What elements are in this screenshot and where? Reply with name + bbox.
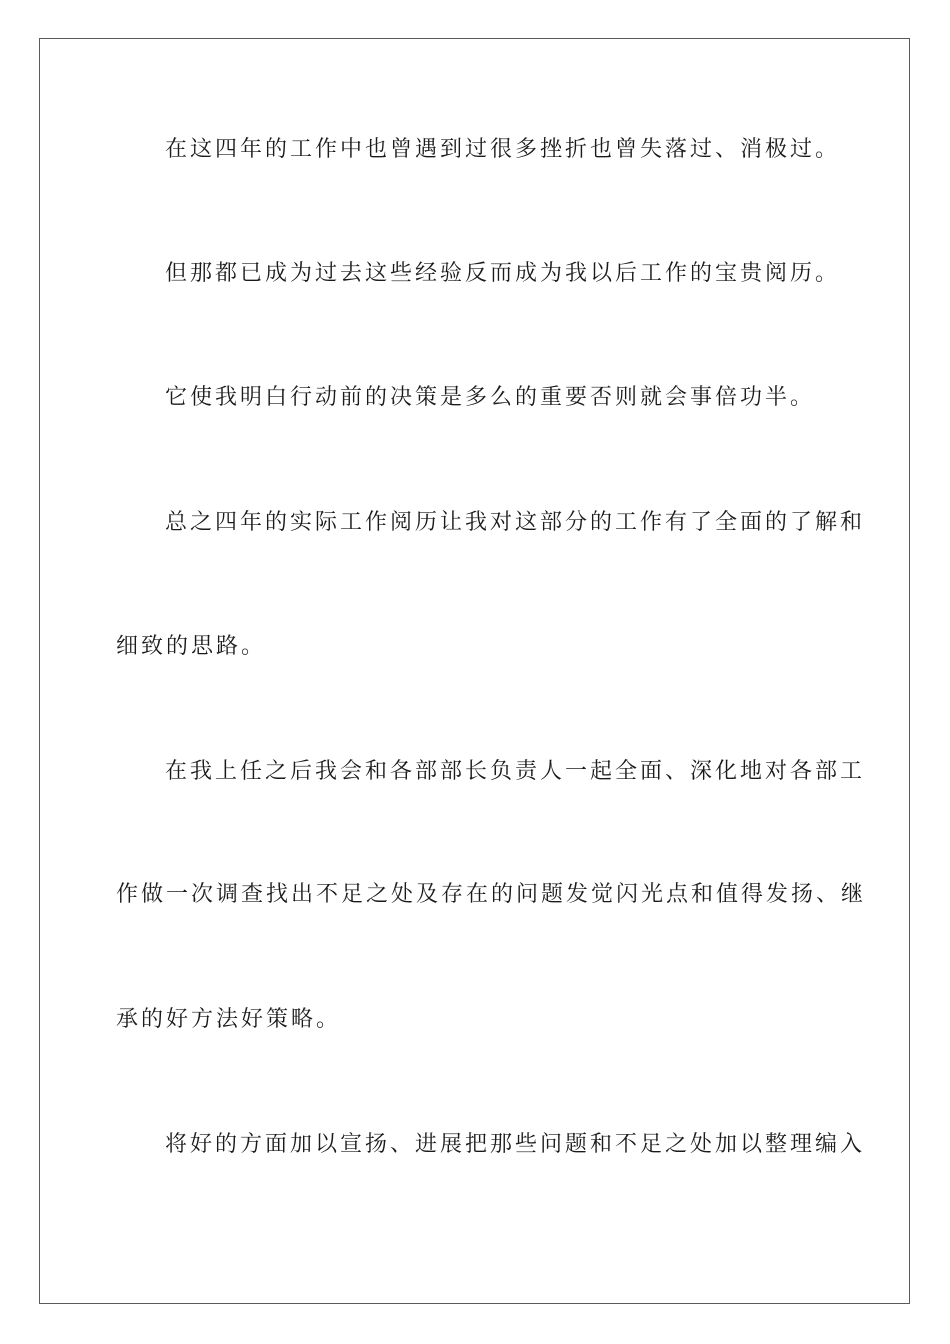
paragraph-line: 作做一次调查找出不足之处及存在的问题发觉闪光点和值得发扬、继 bbox=[116, 882, 867, 907]
page-border bbox=[39, 38, 910, 1304]
paragraph-line: 细致的思路。 bbox=[116, 634, 267, 659]
paragraph-line: 将好的方面加以宣扬、进展把那些问题和不足之处加以整理编入 bbox=[165, 1132, 866, 1157]
paragraph-line: 在这四年的工作中也曾遇到过很多挫折也曾失落过、消极过。 bbox=[165, 137, 841, 162]
paragraph-line: 承的好方法好策略。 bbox=[116, 1007, 342, 1032]
paragraph-line: 但那都已成为过去这些经验反而成为我以后工作的宝贵阅历。 bbox=[165, 261, 841, 286]
paragraph-line: 在我上任之后我会和各部部长负责人一起全面、深化地对各部工 bbox=[165, 759, 866, 784]
paragraph-line: 总之四年的实际工作阅历让我对这部分的工作有了全面的了解和 bbox=[165, 510, 866, 535]
paragraph-line: 它使我明白行动前的决策是多么的重要否则就会事倍功半。 bbox=[165, 385, 816, 410]
